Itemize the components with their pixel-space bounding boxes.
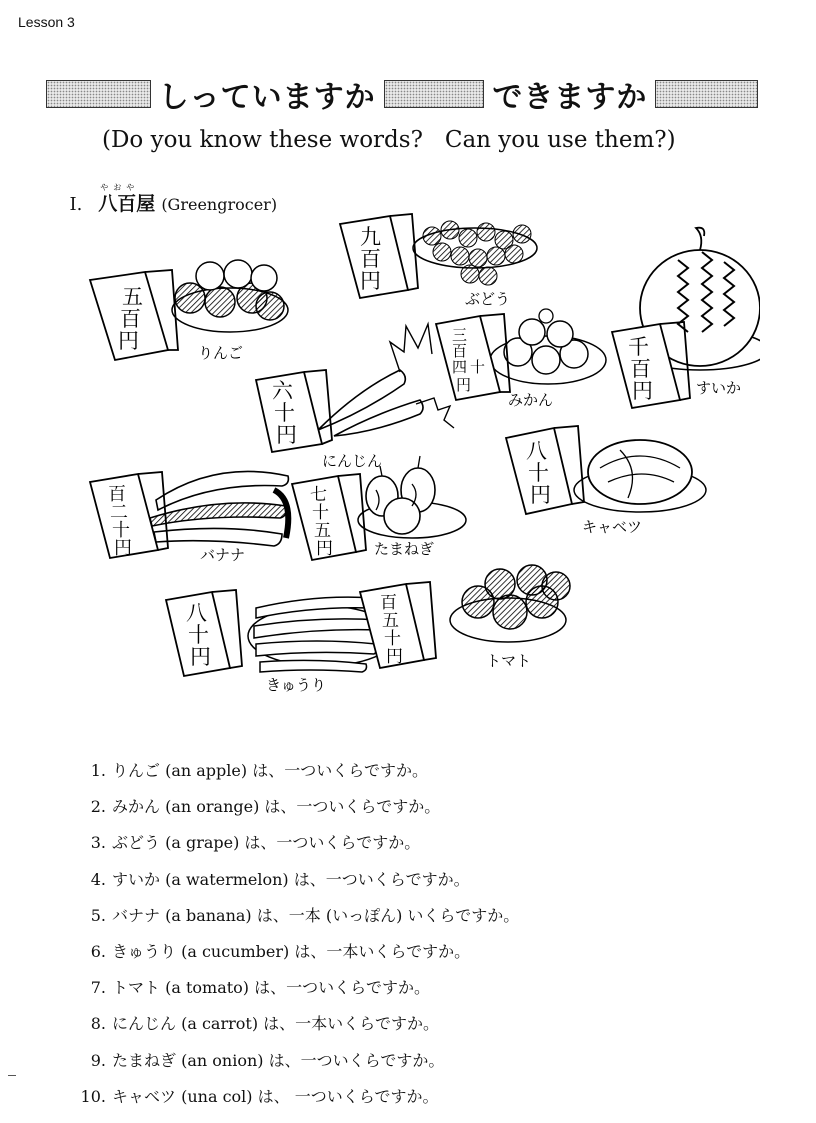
apple-illustration <box>172 260 288 332</box>
item-label-apple: りんご <box>198 344 244 362</box>
price-char: 六 <box>272 379 293 403</box>
price-char: 四 <box>452 358 468 376</box>
question-number: 9. <box>90 1050 106 1070</box>
grape-illustration <box>413 221 537 285</box>
question-number: 5. <box>90 905 106 925</box>
price-char: 七 <box>310 485 327 505</box>
question-item <box>70 830 519 866</box>
item-label-banana: バナナ <box>200 546 246 564</box>
price-char: 円 <box>386 647 403 667</box>
question-text: キャベツ (una col) は、 一ついくらですか。 <box>112 1086 439 1106</box>
question-number: 7. <box>90 978 106 998</box>
item-label-cucumber: きゅうり <box>266 676 327 694</box>
item-label-mandarin: みかん <box>508 391 554 409</box>
question-text: みかん (an orange) は、一ついくらですか。 <box>112 797 441 817</box>
price-char: 百 <box>120 307 141 331</box>
price-sign-onion <box>292 474 366 560</box>
price-char: 九 <box>360 225 381 249</box>
section-ruby: やおや <box>100 183 140 192</box>
question-item <box>70 1011 519 1047</box>
page-title <box>46 74 758 114</box>
question-item <box>70 867 519 903</box>
price-char: 百 <box>360 247 381 271</box>
price-char: 十 <box>470 358 486 376</box>
price-char: 十 <box>528 461 549 485</box>
question-number: 6. <box>90 941 106 961</box>
item-label-carrot: にんじん <box>322 452 383 470</box>
price-char: 円 <box>530 483 551 507</box>
question-item <box>70 758 519 794</box>
margin-mark <box>8 1075 16 1076</box>
price-char: 十 <box>188 623 209 647</box>
price-sign-cabbage <box>506 426 584 514</box>
price-char: 八 <box>526 439 547 463</box>
price-char: 三 <box>452 326 468 344</box>
question-text: ぶどう (a grape) は、一ついくらですか。 <box>112 833 421 853</box>
tomato-illustration <box>450 565 570 642</box>
title-part-1: しっていますか <box>158 80 376 115</box>
price-char: 百 <box>452 342 468 360</box>
item-label-onion: たまねぎ <box>374 540 435 558</box>
banana-illustration <box>150 471 288 546</box>
item-label-grape: ぶどう <box>465 290 511 308</box>
price-char: 十 <box>112 520 130 541</box>
price-char: 円 <box>114 538 132 559</box>
price-char: 百 <box>380 593 397 613</box>
section-english: (Greengrocer) <box>161 195 278 214</box>
price-char: 円 <box>632 379 653 403</box>
question-text: トマト (a tomato) は、一ついくらですか。 <box>112 978 430 998</box>
price-char: 五 <box>382 611 399 631</box>
question-item <box>70 1048 519 1084</box>
price-sign-apple <box>90 270 178 360</box>
question-item <box>70 975 519 1011</box>
price-char: 円 <box>316 539 333 559</box>
question-item <box>70 939 519 975</box>
question-number: 1. <box>90 761 106 780</box>
item-label-cabbage: キャベツ <box>582 518 643 536</box>
question-number: 8. <box>90 1014 106 1034</box>
question-list <box>70 758 519 1120</box>
price-sign-cucumber <box>166 590 242 676</box>
subtitle: (Do you know these words? Can you use them?) <box>102 127 676 153</box>
question-item <box>70 1084 519 1120</box>
item-label-watermelon: すいか <box>696 379 742 397</box>
question-text: にんじん (a carrot) は、一本いくらですか。 <box>112 1014 439 1034</box>
price-char: 円 <box>190 645 211 669</box>
section-kanji-text: 八百屋 <box>98 193 156 215</box>
question-number: 3. <box>90 833 106 853</box>
title-dot-box <box>655 80 758 108</box>
price-char: 円 <box>118 329 139 353</box>
price-char: 二 <box>110 502 128 523</box>
price-char: 百 <box>630 357 651 381</box>
price-char: 円 <box>456 376 472 394</box>
price-char: 円 <box>360 269 381 293</box>
price-char: 円 <box>276 423 297 447</box>
question-text: りんご (an apple) は、一ついくらですか。 <box>112 761 429 780</box>
price-char: 百 <box>108 484 126 505</box>
question-item <box>70 903 519 939</box>
price-char: 五 <box>314 521 331 541</box>
question-item <box>70 794 519 830</box>
title-dot-box <box>46 80 151 108</box>
price-sign-carrot <box>256 370 332 452</box>
question-number: 10. <box>80 1086 106 1106</box>
title-part-2: できますか <box>492 80 648 115</box>
cabbage-illustration <box>574 440 706 512</box>
section-number: I. <box>69 194 83 215</box>
price-char: 十 <box>274 401 295 425</box>
question-text: たまねぎ (an onion) は、一ついくらですか。 <box>112 1050 445 1070</box>
price-char: 十 <box>384 629 401 649</box>
carrot-illustration <box>318 324 454 436</box>
greengrocer-illustration <box>60 200 760 700</box>
price-sign-grape <box>340 214 418 298</box>
price-char: 八 <box>186 601 207 625</box>
question-text: きゅうり (a cucumber) は、一本いくらですか。 <box>112 941 471 961</box>
question-number: 2. <box>90 797 106 817</box>
item-label-tomato: トマト <box>486 652 532 670</box>
question-text: すいか (a watermelon) は、一ついくらですか。 <box>112 869 470 889</box>
lesson-label: Lesson 3 <box>18 14 75 30</box>
question-text: バナナ (a banana) は、一本 (いっぽん) いくらですか。 <box>112 905 520 925</box>
price-char: 十 <box>312 503 329 523</box>
price-char: 千 <box>628 335 649 359</box>
question-number: 4. <box>90 869 106 889</box>
price-char: 五 <box>122 285 143 309</box>
title-dot-box <box>384 80 485 108</box>
